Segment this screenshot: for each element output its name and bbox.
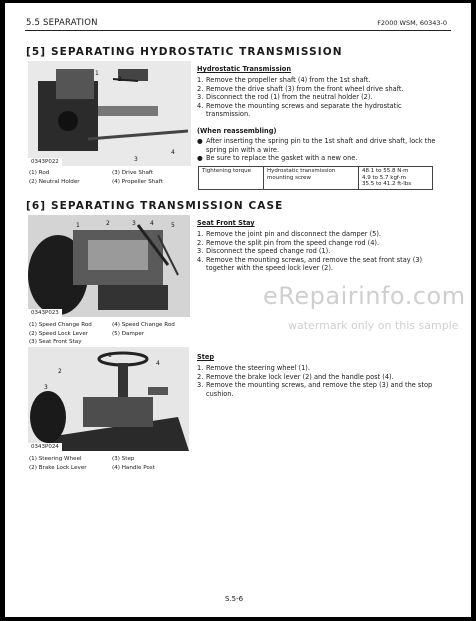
legend-row xyxy=(29,321,175,330)
photo-transmission-case xyxy=(28,215,190,317)
callout-3: 3 xyxy=(134,156,138,163)
legend-item: (3) Step xyxy=(112,456,135,462)
torque-label: Tightening torque xyxy=(199,167,264,190)
step: 1. Remove the joint pin and disconnect the damper (5). xyxy=(197,230,382,238)
subtitle-seat-front-stay: Seat Front Stay xyxy=(197,219,255,227)
note: ● Be sure to replace the gasket with a new one. xyxy=(197,154,358,163)
legend-item: (1) Steering Wheel xyxy=(29,456,82,462)
steps-list xyxy=(197,364,435,398)
torque-table xyxy=(198,166,433,190)
photo-step xyxy=(28,347,189,451)
callout-1: 1 xyxy=(76,222,80,229)
callout-1: 1 xyxy=(108,352,112,359)
callout-3: 3 xyxy=(132,220,136,227)
subtitle-hydrostatic: Hydrostatic Transmission xyxy=(197,65,292,73)
callout-2: 2 xyxy=(118,76,122,83)
callout-2: 2 xyxy=(58,368,62,375)
photo-id: 0343P022 xyxy=(28,158,62,166)
section-6-title: [6] SEPARATING TRANSMISSION CASE xyxy=(26,200,284,212)
step: 1. Remove the steering wheel (1). xyxy=(197,364,310,372)
steps-list xyxy=(197,230,435,273)
step: 2. Remove the drive shaft (3) from the front wheel drive shaft. xyxy=(197,84,404,93)
reassembling-notes xyxy=(197,137,437,163)
subtitle-step: Step xyxy=(197,353,215,361)
legend-item: (1) Rod xyxy=(29,170,50,176)
parts-legend xyxy=(29,321,175,347)
legend-row xyxy=(29,330,175,339)
model-code: F2000 WSM, 60343-0 xyxy=(377,19,447,27)
legend-item: (1) Speed Change Rod xyxy=(29,322,92,328)
legend-item: (2) Brake Lock Lever xyxy=(29,464,87,471)
legend-row xyxy=(29,455,155,464)
photo-id: 0343P024 xyxy=(28,443,62,451)
section-5-title: [5] SEPARATING HYDROSTATIC TRANSMISSION xyxy=(26,46,343,58)
legend-row xyxy=(29,178,163,187)
legend-item: (3) Seat Front Stay xyxy=(29,339,82,345)
legend-item: (2) Neutral Holder xyxy=(29,178,80,185)
legend-item: (4) Propeller Shaft xyxy=(112,178,163,185)
step: 3. Disconnect the rod (1) from the neutral holder (2). xyxy=(197,93,373,102)
legend-item: (4) Speed Change Rod xyxy=(112,322,175,328)
step: 4. Remove the mounting screws and separate the hydrostatic transmission. xyxy=(197,101,402,119)
callout-2: 2 xyxy=(106,220,110,227)
watermark-note: watermark only on this sample xyxy=(288,319,459,332)
legend-item: (4) Handle Post xyxy=(112,464,155,471)
section-header: 5.5 SEPARATION xyxy=(26,18,98,28)
legend-row xyxy=(29,464,155,473)
parts-legend xyxy=(29,455,155,472)
page-number: S.5-6 xyxy=(225,595,244,603)
callout-4: 4 xyxy=(171,149,175,156)
parts-legend xyxy=(29,169,163,186)
step: 3. Remove the mounting screws, and remove the step (3) and the stop cushion. xyxy=(197,381,433,398)
step: 1. Remove the propeller shaft (4) from the 1st shaft. xyxy=(197,76,371,84)
note: ● After inserting the spring pin to the 1st shaft and drive shaft, lock the spring pin with a wire. xyxy=(197,137,436,154)
legend-item: (2) Speed Lock Lever xyxy=(29,330,89,337)
legend-row xyxy=(29,169,163,178)
photo-hydrostatic-transmission xyxy=(28,61,191,166)
callout-1: 1 xyxy=(95,70,99,77)
step: 2. Remove the brake lock lever (2) and the handle post (4). xyxy=(197,372,394,381)
torque-values: 48.1 to 55.8 N·m 4.9 to 5.7 kgf·m 35.5 to 41.2 ft-lbs xyxy=(359,167,433,190)
callout-4: 4 xyxy=(150,220,154,227)
callout-4: 4 xyxy=(156,360,160,367)
step: 4. Remove the mounting screws, and remove the seat front stay (3) together with the speed lock lever (2). xyxy=(197,255,423,273)
callout-3: 3 xyxy=(44,384,48,391)
step: 2. Remove the split pin from the speed change rod (4). xyxy=(197,238,380,247)
torque-item: Hydrostatic transmission mounting screw xyxy=(264,167,359,190)
manual-page xyxy=(5,3,471,617)
photo-illustration xyxy=(28,61,191,166)
step: 3. Disconnect the speed change rod (1). xyxy=(197,247,331,256)
photo-illustration xyxy=(28,215,190,317)
photo-id: 0343P023 xyxy=(28,309,62,317)
legend-row xyxy=(29,338,175,347)
reassembling-heading: (When reassembling) xyxy=(197,127,277,135)
callout-5: 5 xyxy=(171,222,175,229)
steps-list xyxy=(197,76,432,119)
header-divider xyxy=(25,30,451,31)
legend-item: (3) Drive Shaft xyxy=(112,170,153,176)
photo-illustration xyxy=(28,347,189,451)
legend-item: (5) Damper xyxy=(112,330,145,337)
watermark-site: eRepairinfo.com xyxy=(263,282,466,310)
